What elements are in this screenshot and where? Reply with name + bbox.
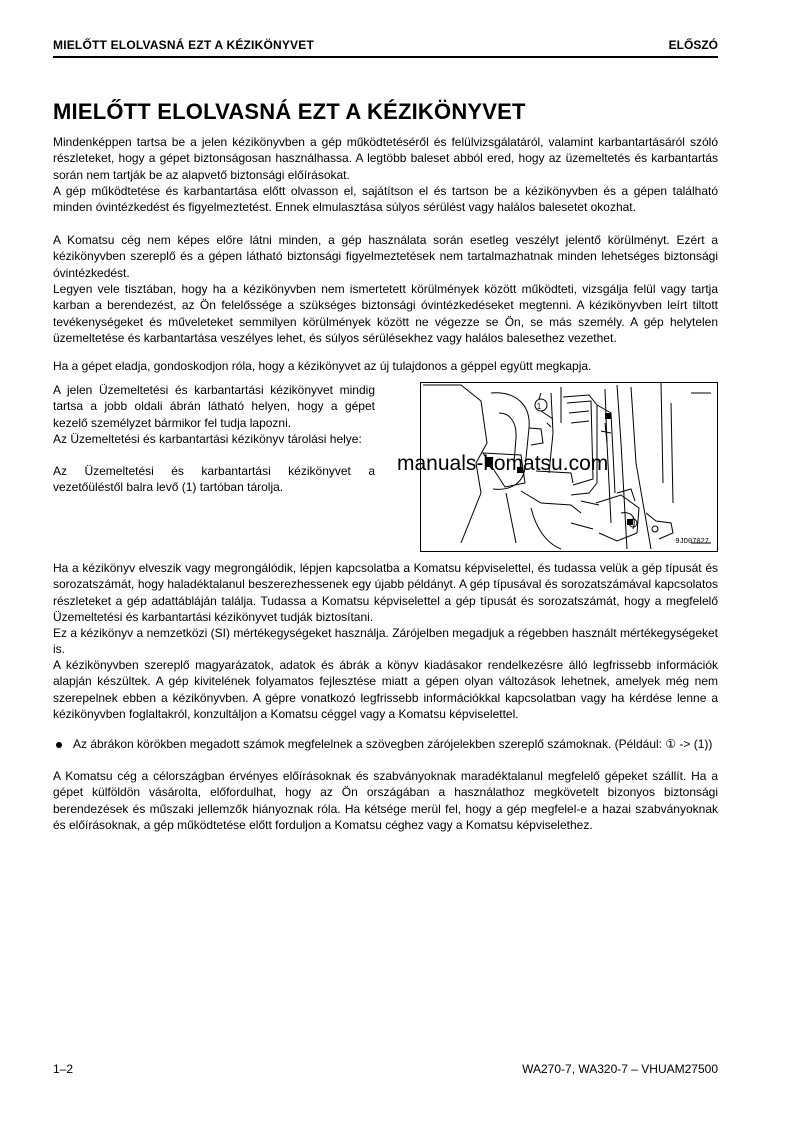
paragraph-3: A Komatsu cég nem képes előre látni minden, a gép használata során esetleg veszélyt jelentő körülményt. Ezért a kézikönyvben szereplő és a gépen látható biztonsági figyelmeztetések nem tartalmazhatnak minden lehetséges biztonsági óvintézkedést. (53, 233, 718, 280)
callout-number: 1 (536, 402, 542, 411)
side-paragraph-2: Az Üzemeltetési és karbantartási kézikönyv tárolási helye: (53, 432, 362, 446)
watermark: manuals-komatsu.com (397, 452, 609, 475)
side-paragraph-3: Az Üzemeltetési és karbantartási kézikönyvet a vezetőüléstől balra levő (1) tartóban tárolja. (53, 464, 375, 495)
paragraph-8: A kézikönyvben szereplő magyarázatok, adatok és ábrák a könyv kiadásakor rendelkezésre álló legfrissebb információk alapján készültek. A gép kivitelének folyamatos fejlesztése miatt a gépen olyan változások lehetnek, amelyek még nem szerepelnek ebben a kézikönyvben. A gépre vonatkozó legfrissebb információkkal kapcsolatban vagy ha kérdése lenne a kézikönyvben foglaltakról, konzultáljon a Komatsu céggel vagy a Komatsu képviselettel. (53, 658, 718, 721)
paragraph-6: Ha a kézikönyv elveszik vagy megrongálódik, lépjen kapcsolatba a Komatsu képviselettel, és tudassa velük a gép típusát és sorozatszámát, hogy haladéktalanul beszerezhessenek egy újabb példányt. A gép típusával és sorozatszámával kapcsolatos részleteket a gép adattábláján találja. Tudassa a Komatsu képviselettel a gép típusát és sorozatszámát, hogy a megfelelő Üzemeltetési és karbantartási kézikönyvet tudják biztosítani. (53, 561, 718, 624)
footer-page-number: 1–2 (53, 1062, 74, 1076)
paragraph-1: Mindenképpen tartsa be a jelen kézikönyvben a gép működtetéséről és felülvizsgálatáról, valamint karbantartásáról szóló részleteket, hogy a gépet biztonságosan használhassa. A legtöbb baleset abból ered, hogy az üzemeltetés és karbantartás során nem tartják be az alapvető biztonsági előírásokat. (53, 135, 718, 182)
side-paragraph-1: A jelen Üzemeltetési és karbantartási kézikönyvet mindig tartsa a jobb oldali ábrán látható helyen, hogy a gépet kezelő személyzet bármikor fel tudja lapozni. (53, 383, 375, 430)
paragraph-4: Legyen vele tisztában, hogy ha a kézikönyvben nem ismertetett körülmények között működteti, vizsgálja felül vagy tartja karban a berendezést, az Ön felelőssége a szükséges biztonsági óvintézkedéseket megtenni. A kézikönyvben leírt tiltott tevékenységeket és műveleteket semmilyen körülmények között ne végezze se Ön, se más személy. A gép helytelen üzemeltetése és karbantartása veszélyes lehet, és súlyos sérülésekhez vagy halálos balesethez vezethet. (53, 282, 718, 345)
header-section-title: MIELŐTT ELOLVASNÁ EZT A KÉZIKÖNYVET (53, 38, 314, 52)
figure-code: 9JD07027 (675, 538, 709, 546)
paragraph-5: Ha a gépet eladja, gondoskodjon róla, hogy a kézikönyvet az új tulajdonos a géppel együtt megkapja. (53, 359, 592, 373)
footer-model: WA270-7, WA320-7 – VHUAM27500 (522, 1062, 718, 1076)
page-title: MIELŐTT ELOLVASNÁ EZT A KÉZIKÖNYVET (53, 99, 526, 124)
header-chapter: ELŐSZÓ (668, 38, 718, 52)
paragraph-9: A Komatsu cég a célországban érvényes előírásoknak és szabványoknak maradéktalanul megfelelő gépeket szállít. Ha a gépet külföldön vásárolta, előfordulhat, hogy az Ön országában a használathoz megkövetelt bizonyos biztonsági berendezések és műszaki jellemzők hiányoznak róla. Ha kétsége merül fel, hogy a gép megfelel-e a hazai szabványoknak és előírásoknak, a gép működtetése előtt forduljon a Komatsu céghez vagy a Komatsu képviselethez. (53, 769, 718, 832)
paragraph-2: A gép működtetése és karbantartása előtt olvasson el, sajátítson el és tartson be a kézikönyvben és a gépen található minden óvintézkedést és figyelmeztetést. Ennek elmulasztása súlyos sérülést vagy halálos balesetet okozhat. (53, 184, 718, 215)
bullet-dot-icon (56, 742, 62, 748)
paragraph-7: Ez a kézikönyv a nemzetközi (SI) mértékegységeket használja. Zárójelben megadjuk a régebben használt mértékegységeket is. (53, 626, 718, 657)
page-header (53, 36, 718, 58)
bullet-text: Az ábrákon körökben megadott számok megfelelnek a szövegben zárójelekben szereplő számoknak. (Például: ① -> (1)) (73, 737, 713, 751)
